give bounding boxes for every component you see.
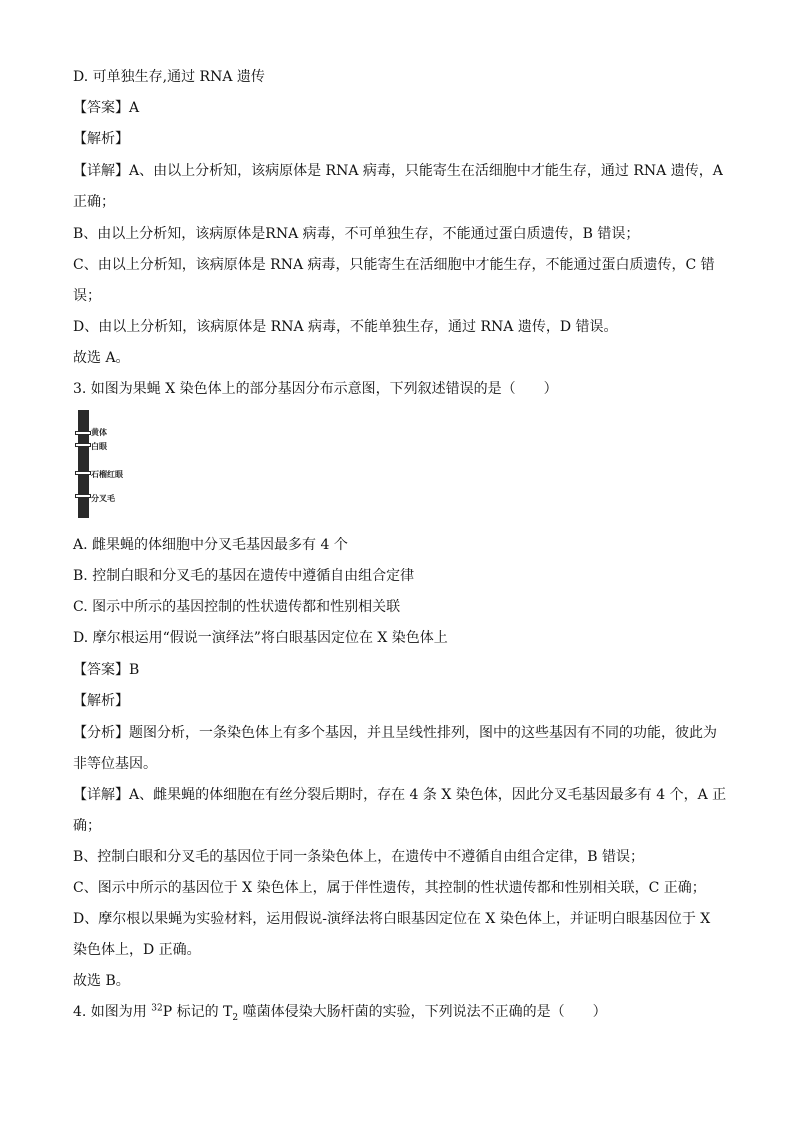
detail-line: 染色体上，D 正确。 xyxy=(73,942,201,958)
detail-line: 【详解】A、由以上分析知，该病原体是 RNA 病毒，只能寄生在活细胞中才能生存，通过 RNA 遗传，A xyxy=(73,163,723,179)
gene-label: 白眼 xyxy=(91,441,107,451)
gene-label: 石榴红眼 xyxy=(91,469,123,479)
gene-band xyxy=(75,471,91,475)
option-d: D. 摩尔根运用“假说一演绎法”将白眼基因定位在 X 染色体上 xyxy=(73,630,448,646)
detail-line: D、摩尔根以果蝇为实验材料，运用假说-演绎法将白眼基因定位在 X 染色体上，并证明白眼基因位于 X xyxy=(73,911,711,927)
conclusion-line: 故选 A。 xyxy=(73,350,130,366)
detail-line: 误； xyxy=(73,288,101,304)
analysis-label: 【解析】 xyxy=(73,131,129,147)
q4-text: 噬菌体侵染大肠杆菌的实验，下列说法不正确的是（ ） xyxy=(238,1004,607,1020)
detail-line: C、由以上分析知，该病原体是 RNA 病毒，只能寄生在活细胞中才能生存，不能通过蛋白质遗传，C 错 xyxy=(73,257,715,273)
gene-label: 分叉毛 xyxy=(91,493,115,503)
q4-text: 4. 如图为用 xyxy=(73,1004,152,1020)
option-a: A. 雌果蝇的体细胞中分叉毛基因最多有 4 个 xyxy=(73,537,348,553)
detail-line: 正确； xyxy=(73,194,115,210)
q4-isotope-mass: 32 xyxy=(151,1003,163,1014)
detail-line: 【详解】A、雌果蝇的体细胞在有丝分裂后期时，存在 4 条 X 染色体，因此分叉毛基因最多有 4 个，A 正 xyxy=(73,787,727,803)
q4-phage-subscript: 2 xyxy=(232,1012,239,1023)
gene-band xyxy=(75,443,91,447)
detail-line: B、控制白眼和分叉毛的基因位于同一条染色体上，在遗传中不遵循自由组合定律，B 错误； xyxy=(73,849,645,865)
detail-line: D、由以上分析知，该病原体是 RNA 病毒，不能单独生存，通过 RNA 遗传，D 错误。 xyxy=(73,319,618,335)
analysis-line: 非等位基因。 xyxy=(73,756,157,772)
option-d-prev: D. 可单独生存,通过 RNA 遗传 xyxy=(73,69,265,85)
conclusion-line: 故选 B。 xyxy=(73,973,130,989)
gene-band xyxy=(75,431,91,435)
answer-label: 【答案】B xyxy=(73,662,140,678)
option-b: B. 控制白眼和分叉毛的基因在遗传中遵循自由组合定律 xyxy=(73,568,415,584)
detail-line: C、图示中所示的基因位于 X 染色体上，属于伴性遗传，其控制的性状遗传都和性别相关联，C 正确； xyxy=(73,880,706,896)
question-3-stem: 3. 如图为果蝇 X 染色体上的部分基因分布示意图，下列叙述错误的是（ ） xyxy=(73,381,558,397)
detail-line: B、由以上分析知，该病原体是RNA 病毒，不可单独生存，不能通过蛋白质遗传，B 错误； xyxy=(73,226,640,242)
gene-label: 黄体 xyxy=(91,427,107,437)
x-chromosome-bar xyxy=(78,410,89,518)
gene-band xyxy=(75,494,91,498)
analysis-label: 【解析】 xyxy=(73,693,129,709)
option-c: C. 图示中所示的基因控制的性状遗传都和性别相关联 xyxy=(73,599,401,615)
q4-text: P 标记的 T xyxy=(162,1004,233,1020)
detail-line: 确； xyxy=(73,818,101,834)
analysis-line: 【分析】题图分析，一条染色体上有多个基因，并且呈线性排列，图中的这些基因有不同的功能，彼此为 xyxy=(73,725,717,741)
answer-label: 【答案】A xyxy=(73,100,140,116)
question-4-stem xyxy=(73,1003,723,1021)
